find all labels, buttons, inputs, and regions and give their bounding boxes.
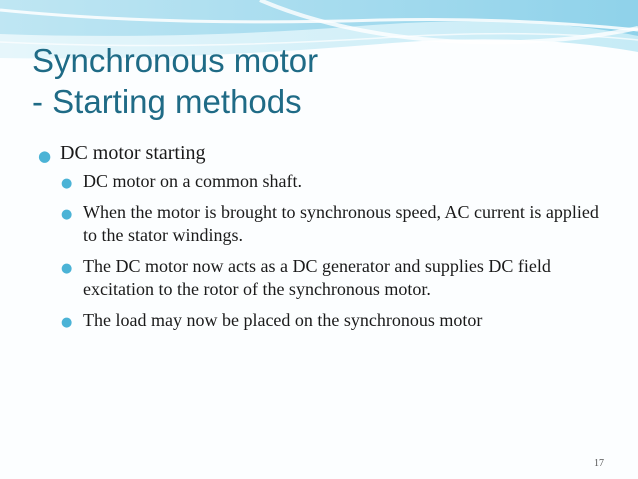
bullet-text: The DC motor now acts as a DC generator and supplies DC field excitation to the rotor of the synchronous motor. [83, 256, 551, 299]
bullet-text: The load may now be placed on the synchronous motor [83, 310, 483, 330]
bullet-text: When the motor is brought to synchronous speed, AC current is applied to the stator windings. [83, 202, 599, 245]
filled-circle-bullet-icon: ● [61, 176, 73, 191]
slide-title-line-2: - Starting methods [32, 83, 302, 120]
slide-title [32, 40, 318, 122]
filled-circle-bullet-icon: ● [61, 261, 73, 276]
bullet-text: DC motor on a common shaft. [83, 171, 302, 191]
bullet-text: DC motor starting [60, 142, 206, 164]
page-number: 17 [594, 458, 604, 469]
bullet-level2-item [61, 201, 608, 247]
filled-circle-bullet-icon: ● [61, 315, 73, 330]
slide-title-line-1: Synchronous motor [32, 42, 319, 79]
bullet-level2-item [61, 170, 608, 193]
bullet-level1-item [38, 140, 608, 166]
bullet-level2-item [61, 255, 608, 301]
bullet-level2-item [61, 309, 608, 332]
filled-circle-bullet-icon: ● [61, 207, 73, 222]
filled-circle-bullet-icon: ● [38, 147, 52, 165]
bullet-list [38, 140, 608, 340]
